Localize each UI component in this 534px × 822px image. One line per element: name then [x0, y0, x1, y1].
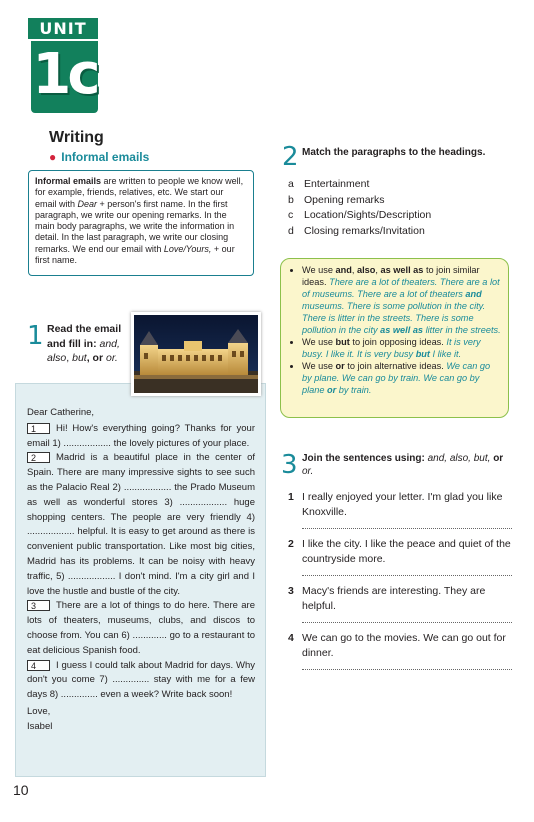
tip-text: We use: [302, 361, 336, 371]
sentence-number: 1: [288, 491, 294, 503]
unit-label: UNIT: [28, 18, 98, 39]
exercise-1-instruction: [47, 322, 127, 366]
tip-text: as well as: [380, 265, 424, 275]
palace-illustration: [134, 315, 258, 393]
page-number: 10: [13, 782, 29, 798]
email-closing: Love,: [27, 705, 51, 717]
sentence-item: [288, 584, 512, 623]
tip-text: or: [327, 385, 337, 395]
tip-text: or: [335, 361, 345, 371]
ex3-instruction-end: or.: [302, 466, 314, 477]
ex1-instruction-text: or.: [105, 352, 118, 364]
headings-list: [288, 177, 431, 239]
paragraph-number-box[interactable]: 2: [27, 452, 50, 463]
ex1-instruction-text: ,: [66, 352, 73, 364]
info-box: [28, 170, 254, 276]
ex3-instruction-or: or: [490, 453, 504, 464]
ex1-instruction-text: , or: [86, 352, 106, 364]
answer-line[interactable]: [302, 575, 512, 576]
sentence-text: I really enjoyed your letter. I'm glad you like Knoxville.: [302, 491, 503, 518]
answer-line[interactable]: [302, 669, 512, 670]
answer-line[interactable]: [302, 622, 512, 623]
email-paragraph: [27, 422, 255, 452]
ex1-instruction-text: Read the email and fill in:: [47, 323, 122, 350]
sentence-number: 3: [288, 585, 294, 597]
info-text: Dear: [77, 198, 98, 209]
heading-letter: b: [288, 193, 294, 206]
heading-text: Closing remarks/Invitation: [304, 224, 425, 237]
heading-item: [288, 208, 431, 224]
bullet-icon: ●: [49, 150, 57, 164]
paragraph-text: There are a lot of things to do here. There are lots of theaters, museums, clubs, and discos to choose from. You can 6) ............. go to a restaurant to eat delicious Spanish food.: [27, 600, 255, 656]
unit-number: 1c: [32, 42, 97, 107]
tip-text: We use: [302, 265, 336, 275]
sentence-text: I like the city. I like the peace and quiet of the countryside more.: [302, 538, 511, 565]
exercise-3-instruction: [302, 452, 512, 478]
email-greeting: Dear Catherine,: [27, 407, 95, 418]
tip-text: There are a lot of theaters. There are a lot of museums. There are a lot of theaters: [302, 277, 500, 299]
tip-text: and: [335, 265, 352, 275]
tip-text: to join similar ideas.: [302, 265, 480, 287]
tip-text: It is very busy. I like it. It is very busy: [302, 337, 481, 359]
exercise-2-number: 2: [282, 142, 299, 172]
tip-text: but: [335, 337, 350, 347]
info-text: + our first name.: [35, 243, 235, 266]
tip-item: [302, 336, 501, 360]
email-paragraph: [27, 451, 255, 599]
heading-text: Opening remarks: [304, 193, 385, 206]
ex3-instruction-words: and, also, but,: [427, 453, 491, 464]
ex1-instruction-text: and, also: [47, 337, 120, 364]
info-text: + person's first name. In the first paragraph, we write our opening remarks. In the main body paragraphs, we write the information in detail. In the last paragraph, we write our closing remarks. We end our email with: [35, 198, 235, 254]
paragraph-text: I guess I could talk about Madrid for days. Why don't you come 7) .............. stay with me for a few days 8) .............. even a week? Write back soon!: [27, 659, 255, 701]
paragraph-text: Madrid is a beautiful place in the center of Spain. There are many impressive sights to see such as the Palacio Real 2) .................. the Prado Museum as well as wonderful stores 3) .................. huge shopping centers. The people are very friendly 4) .................. helpful. It is easy to get around as there is convenient public transportation. Like most big cities, Madrid has its problems. It can be noisy with heavy traffic, 5) .................. I don't mind. I'm a city girl and I love the hustle and bustle of the city.: [27, 452, 255, 597]
tip-text: but: [415, 349, 430, 359]
tip-text: to join alternative ideas.: [344, 361, 447, 371]
email-paragraph: [27, 659, 255, 703]
tip-text: We use: [302, 337, 336, 347]
ex3-instruction-text: Join the sentences using:: [302, 453, 428, 464]
heading-text: Entertainment: [304, 178, 370, 190]
info-text: Informal emails: [35, 176, 102, 186]
heading-item: [288, 224, 431, 240]
email-paragraph: [27, 599, 255, 658]
tip-text: to join opposing ideas.: [349, 337, 447, 347]
sentence-text: Macy's friends are interesting. They are helpful.: [302, 585, 486, 612]
heading-text: Location/Sights/Description: [304, 209, 432, 221]
paragraph-number-box[interactable]: 1: [27, 423, 50, 434]
ex1-instruction-text: but: [72, 352, 87, 364]
tip-text: by train.: [336, 385, 372, 395]
email-body: [27, 406, 255, 735]
sentence-item: [288, 490, 512, 529]
heading-letter: a: [288, 178, 294, 190]
unit-number-badge: [31, 41, 98, 113]
answer-line[interactable]: [302, 528, 512, 529]
tip-text: ,: [351, 265, 357, 275]
tip-text: as well as: [380, 325, 424, 335]
paragraph-number-box[interactable]: 4: [27, 660, 50, 671]
info-text: are written to people we know well, for example, friends, relatives, etc. We start our email with: [35, 176, 244, 209]
sentence-number: 4: [288, 632, 294, 644]
sentence-text: We can go to the movies. We can go out for dinner.: [302, 632, 506, 659]
exercise-2-instruction: Match the paragraphs to the headings.: [302, 147, 486, 158]
heading-item: [288, 193, 431, 209]
exercise-1-number: 1: [27, 321, 44, 351]
tip-text: ,: [375, 265, 381, 275]
tip-text: also: [357, 265, 376, 275]
sentence-item: [288, 631, 512, 670]
sentence-number: 2: [288, 538, 294, 550]
tip-text: I like it.: [429, 349, 462, 359]
subtitle-text: Informal emails: [61, 150, 150, 164]
madrid-palace-photo: [131, 312, 261, 396]
exercise-3-number: 3: [281, 450, 298, 480]
tip-text: and: [465, 289, 482, 299]
heading-letter: c: [288, 209, 294, 221]
section-subtitle: [49, 150, 149, 164]
paragraph-text: Hi! How's everything going? Thanks for your email 1) .................. the lovely pictures of your place.: [27, 422, 255, 449]
section-title: Writing: [49, 129, 104, 146]
heading-item: [288, 177, 431, 193]
heading-letter: d: [288, 224, 294, 237]
tip-text: museums. There is some pollution in the city. There is litter in the streets. There is some pollution in the city: [302, 301, 486, 335]
tip-text: litter in the streets.: [423, 325, 501, 335]
tip-text: We can go by plane. We can go by train. We can go by plane: [302, 361, 491, 395]
sentence-item: [288, 537, 512, 576]
email-signature: Isabel: [27, 720, 53, 732]
tip-item: [302, 360, 501, 396]
info-text: Love/Yours,: [163, 243, 212, 254]
conjunction-tips-box: [280, 258, 509, 418]
tip-item: [302, 264, 501, 336]
paragraph-number-box[interactable]: 3: [27, 600, 50, 611]
